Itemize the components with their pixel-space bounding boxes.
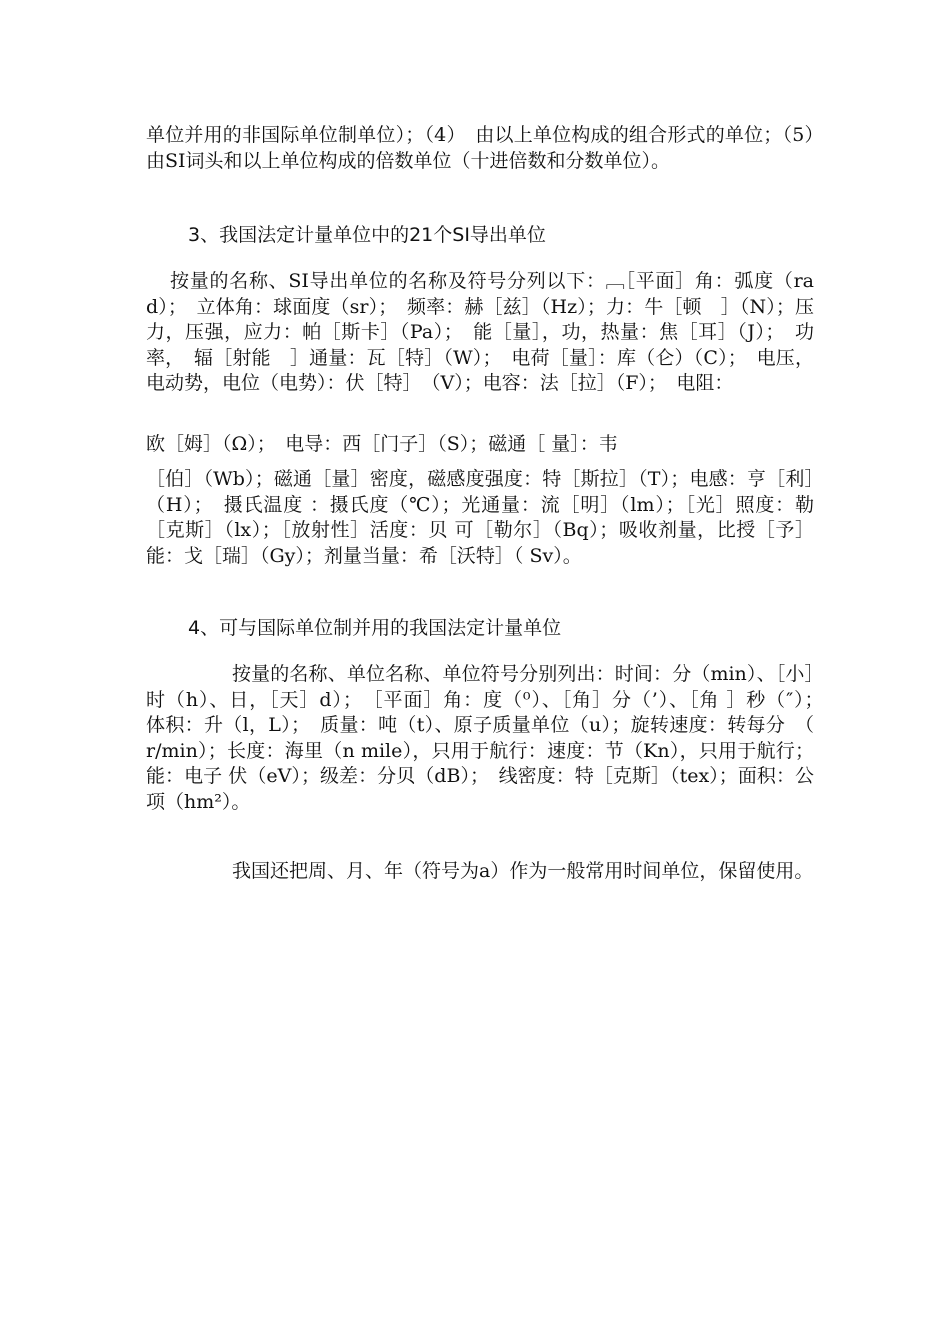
section-3-ohm-line: 欧［姆］（Ω）； 电导：西［门子］（S）；磁通［ 量］：韦 (146, 433, 618, 455)
section-3-heading: 3、我国法定计量单位中的21个SI导出单位 (188, 224, 546, 246)
section-3-units-text-part2: ［伯］（Wb）；磁通［量］密度，磁感度强度：特［斯拉］（T）；电感：亨［利］（H）； 摄氏温度 ：摄氏度（℃）；光通量：流［明］（lm）；［光］照度：勒［克斯］（lx）；［放射性］活度：贝 可［勒尔］（Bq）；吸收剂量，比授［予］能：戈［瑞］（Gy）；剂量当量：希［沃特］（ Sv）。 (146, 468, 814, 567)
section-4-paragraph-2: 我国还把周、月、年（符号为a）作为一般常用时间单位，保留使用。 (232, 860, 814, 882)
intro-paragraph: 单位并用的非国际单位制单位）；（4） 由以上单位构成的组合形式的单位；（5） 由SI词头和以上单位构成的倍数单位（十进倍数和分数单位）。 (146, 124, 834, 172)
section-4-heading: 4、可与国际单位制并用的我国法定计量单位 (188, 617, 562, 639)
section-3-units-list (146, 269, 814, 397)
section-3-units-text-part1: 按量的名称、SI导出单位的名称及符号分列以下：﹇［平面］角：弧度（rad）； 立体角：球面度（sr）； 频率：赫［兹］（Hz）；力：牛［顿 ］（N）；压力，压强，应力：帕［斯卡］（Pa）； 能［量］，功，热量：焦［耳］（J）； 功率， 辐［射能 ］通量：瓦［特］（W）； 电荷［量］：库（仑）（C）； 电压，电动势，电位（电势）：伏［特］ （V）；电容：法［拉］（F）； 电阻： (146, 270, 814, 394)
section-4-paragraph-1: 按量的名称、单位名称、单位符号分别列出：时间：分（min）、［小］时（h）、日，［天］d）； ［平面］角：度（⁰）、［角］分（’）、［角 ］秒（″）； 体积：升（l，L）； 质量：吨（t）、原子质量单位（u）；旋转速度：转每分 （ r/min）；长度：海里（n mile），只用于航行：速度：节（Kn），只用于航行；能：电子 伏（eV）；级差：分贝（dB）； 线密度：特［克斯］（tex）；面积：公项（hm²）。 (146, 663, 834, 813)
